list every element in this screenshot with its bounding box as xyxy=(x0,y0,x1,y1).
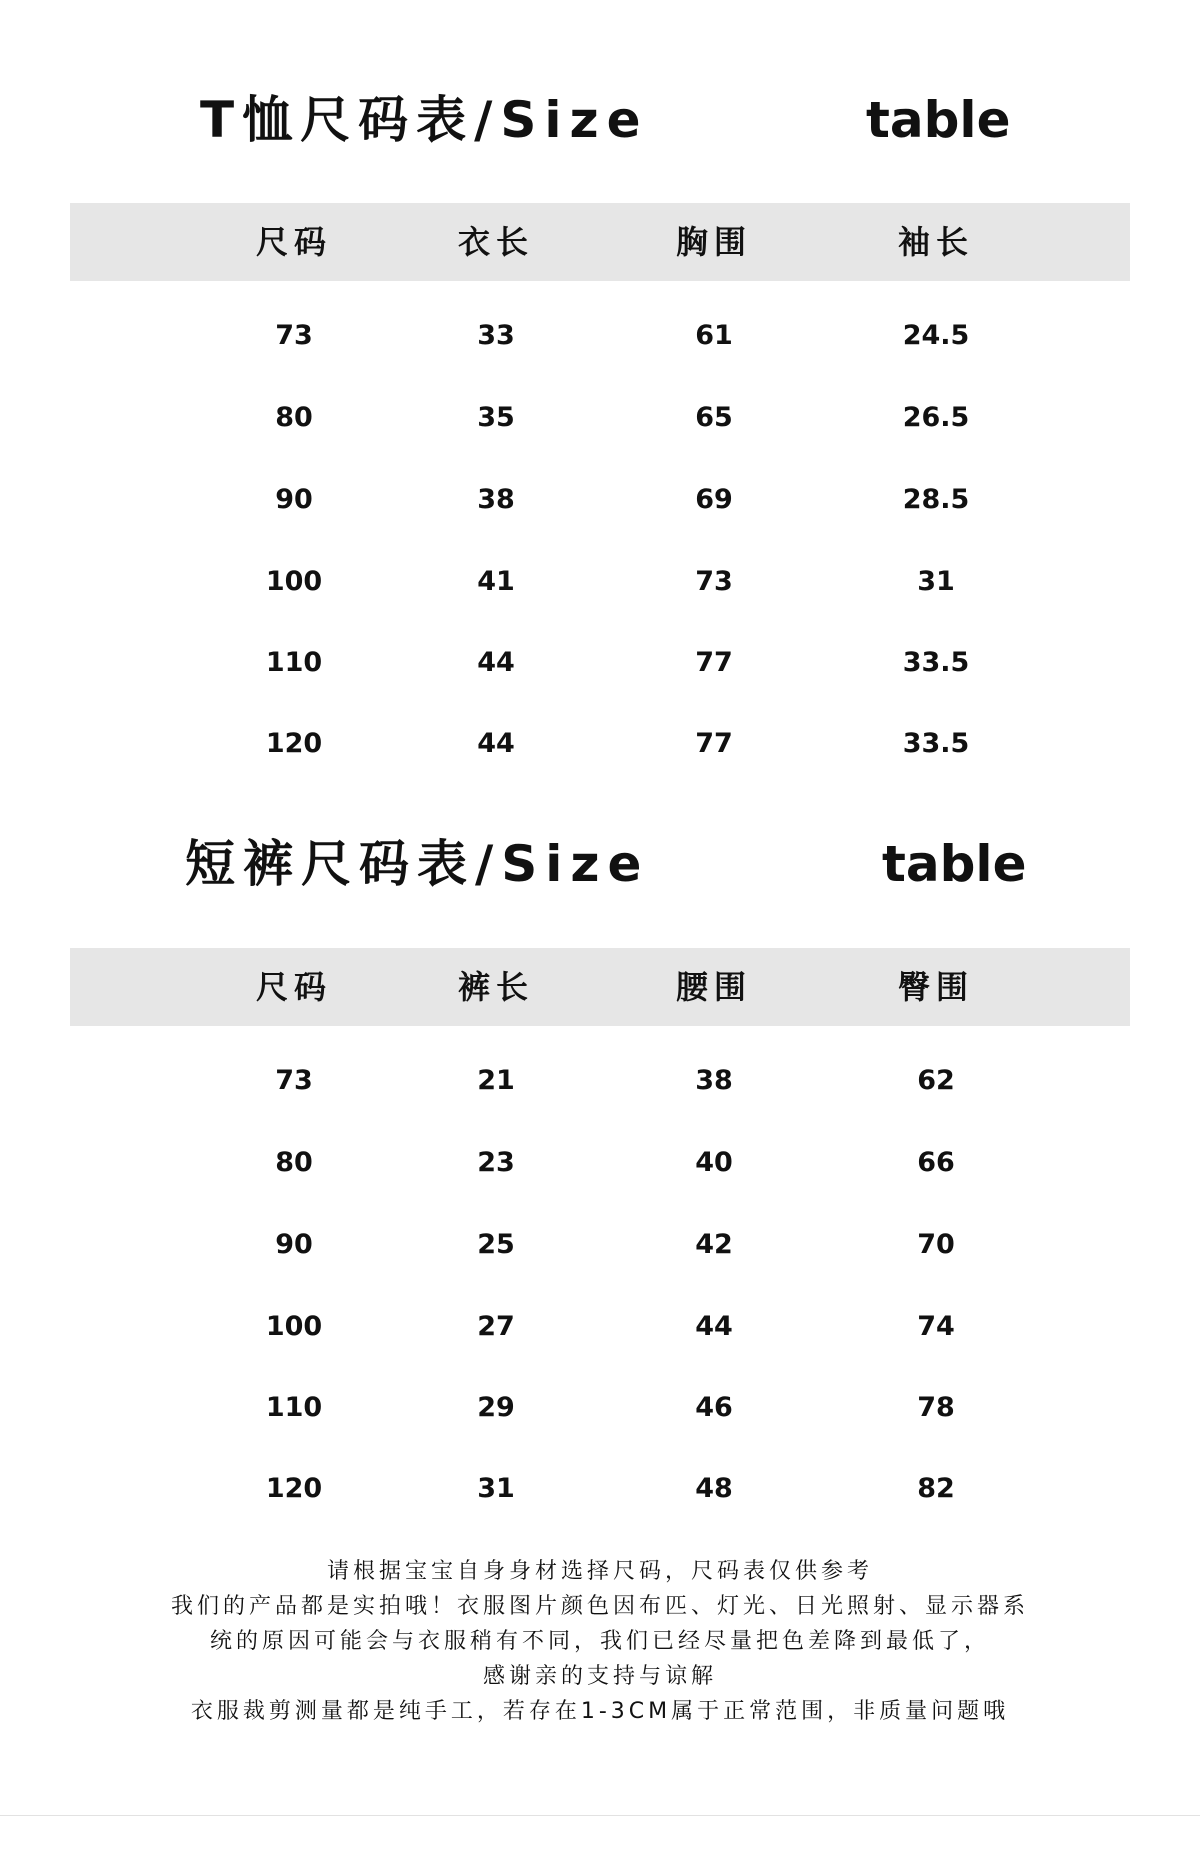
table-row xyxy=(70,480,1130,520)
cell-value-1: 35 xyxy=(477,402,515,433)
cell-value-1: 25 xyxy=(477,1229,515,1260)
cell-size: 73 xyxy=(275,1065,313,1096)
tshirt-title-table: table xyxy=(866,91,1011,149)
header-size: 尺码 xyxy=(255,223,332,261)
cell-value-2: 65 xyxy=(695,402,733,433)
cell-size: 73 xyxy=(275,320,313,351)
cell-value-2: 44 xyxy=(695,1311,733,1342)
shorts-title xyxy=(0,824,1200,904)
cell-value-3: 33.5 xyxy=(902,647,970,678)
cell-value-2: 42 xyxy=(695,1229,733,1260)
cell-value-2: 77 xyxy=(695,728,733,759)
cell-size: 120 xyxy=(265,1473,323,1504)
cell-value-3: 26.5 xyxy=(902,402,970,433)
shorts-title-table: table xyxy=(882,835,1027,893)
table-row xyxy=(70,316,1130,356)
cell-value-3: 28.5 xyxy=(902,484,970,515)
cell-value-1: 33 xyxy=(477,320,515,351)
cell-value-1: 44 xyxy=(477,728,515,759)
cell-value-2: 46 xyxy=(695,1392,733,1423)
note-line: 统的原因可能会与衣服稍有不同，我们已经尽量把色差降到最低了， xyxy=(209,1629,990,1654)
cell-value-1: 27 xyxy=(477,1311,515,1342)
table-row xyxy=(70,1225,1130,1265)
cell-value-1: 44 xyxy=(477,647,515,678)
note-line: 感谢亲的支持与谅解 xyxy=(482,1664,717,1689)
cell-size: 120 xyxy=(265,728,323,759)
cell-value-1: 29 xyxy=(477,1392,515,1423)
cell-value-3: 78 xyxy=(917,1392,955,1423)
cell-value-3: 33.5 xyxy=(902,728,970,759)
table-row xyxy=(70,1307,1130,1347)
table-row xyxy=(70,643,1130,683)
cell-size: 100 xyxy=(265,566,323,597)
size-notes xyxy=(60,1554,1140,1729)
table-row xyxy=(70,562,1130,602)
cell-value-3: 70 xyxy=(917,1229,955,1260)
cell-size: 90 xyxy=(275,484,313,515)
tshirt-title-main: T恤尺码表/Size xyxy=(200,91,649,149)
cell-size: 80 xyxy=(275,1147,313,1178)
table-row xyxy=(70,1388,1130,1428)
table-row xyxy=(70,724,1130,764)
table-row xyxy=(70,1143,1130,1183)
header-waist: 腰围 xyxy=(675,968,752,1006)
note-line: 衣服裁剪测量都是纯手工，若存在1-3CM属于正常范围，非质量问题哦 xyxy=(190,1699,1010,1724)
cell-value-2: 69 xyxy=(695,484,733,515)
cell-size: 110 xyxy=(265,1392,323,1423)
cell-value-1: 38 xyxy=(477,484,515,515)
shorts-table-header xyxy=(70,948,1130,1026)
tshirt-title xyxy=(0,80,1200,160)
cell-value-3: 82 xyxy=(917,1473,955,1504)
cell-value-2: 48 xyxy=(695,1473,733,1504)
cell-value-1: 21 xyxy=(477,1065,515,1096)
tshirt-table-header xyxy=(70,203,1130,281)
header-length: 衣长 xyxy=(457,223,534,261)
cell-value-3: 66 xyxy=(917,1147,955,1178)
cell-value-2: 61 xyxy=(695,320,733,351)
table-row xyxy=(70,398,1130,438)
note-line: 我们的产品都是实拍哦！衣服图片颜色因布匹、灯光、日光照射、显示器系 xyxy=(170,1594,1029,1619)
cell-value-3: 74 xyxy=(917,1311,955,1342)
cell-size: 80 xyxy=(275,402,313,433)
cell-size: 100 xyxy=(265,1311,323,1342)
tshirt-size-table xyxy=(70,203,1130,783)
table-row xyxy=(70,1469,1130,1509)
cell-value-2: 73 xyxy=(695,566,733,597)
table-row xyxy=(70,1061,1130,1101)
shorts-size-table xyxy=(70,948,1130,1528)
header-hip: 臀围 xyxy=(897,968,974,1006)
cell-size: 110 xyxy=(265,647,323,678)
header-sleeve: 袖长 xyxy=(897,223,974,261)
note-line: 请根据宝宝自身身材选择尺码，尺码表仅供参考 xyxy=(326,1559,873,1584)
cell-value-3: 62 xyxy=(917,1065,955,1096)
cell-size: 90 xyxy=(275,1229,313,1260)
bottom-divider xyxy=(0,1815,1200,1816)
header-pants-length: 裤长 xyxy=(457,968,534,1006)
cell-value-2: 40 xyxy=(695,1147,733,1178)
cell-value-2: 77 xyxy=(695,647,733,678)
cell-value-1: 23 xyxy=(477,1147,515,1178)
cell-value-2: 38 xyxy=(695,1065,733,1096)
cell-value-1: 41 xyxy=(477,566,515,597)
shorts-title-main: 短裤尺码表/Size xyxy=(185,835,650,893)
cell-value-3: 24.5 xyxy=(902,320,970,351)
cell-value-3: 31 xyxy=(917,566,955,597)
cell-value-1: 31 xyxy=(477,1473,515,1504)
header-size: 尺码 xyxy=(255,968,332,1006)
header-chest: 胸围 xyxy=(675,223,752,261)
